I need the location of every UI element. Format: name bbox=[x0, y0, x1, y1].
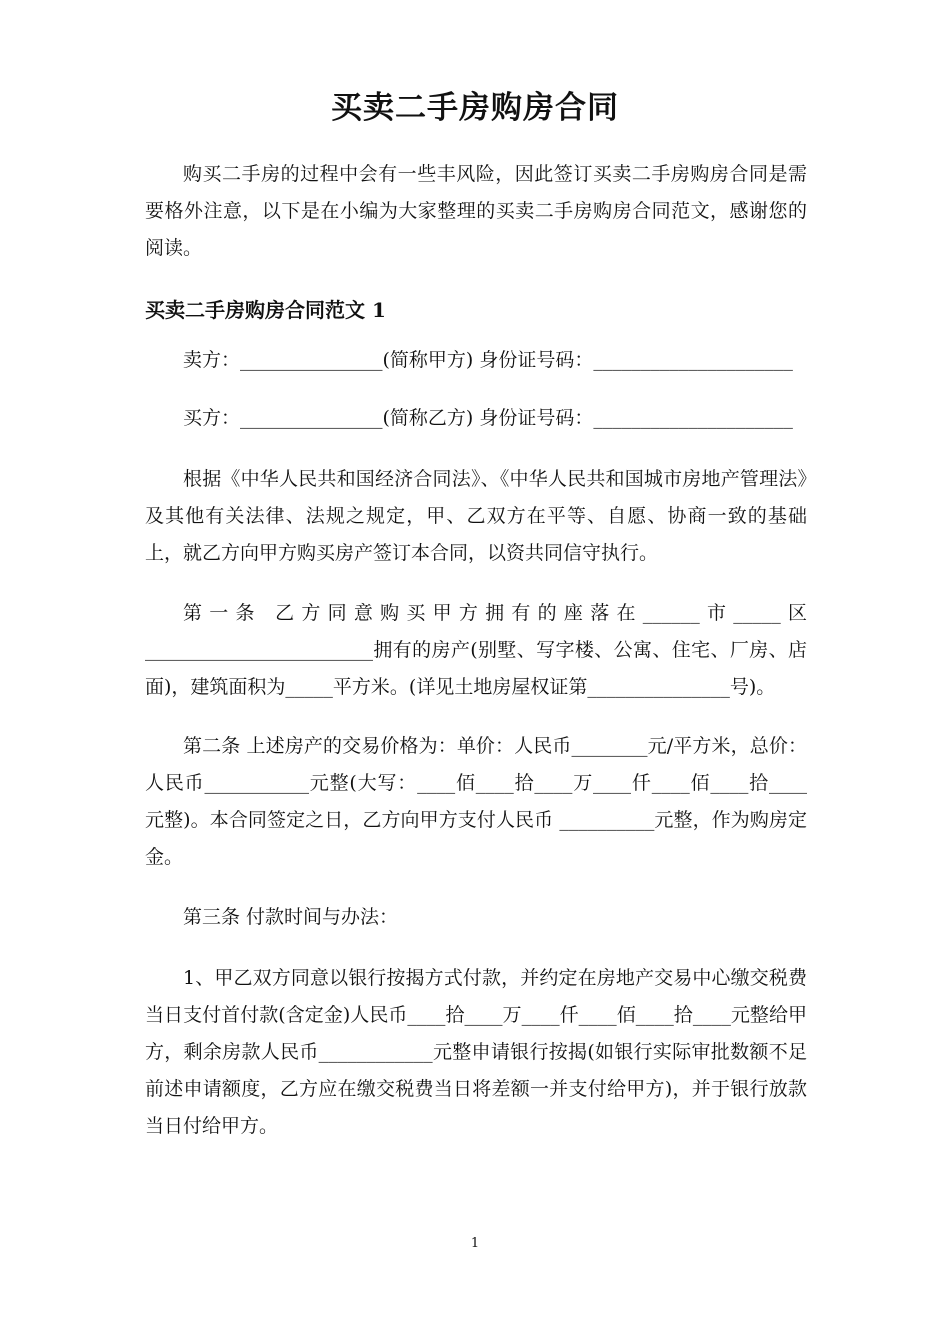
intro-paragraph: 购买二手房的过程中会有一些丰风险，因此签订买卖二手房购房合同是需要格外注意，以下是在小编为大家整理的买卖二手房购房合同范文，感谢您的阅读。 bbox=[145, 163, 807, 259]
seller-line: 卖方：_______________(简称甲方) 身份证号码：_____________________ bbox=[183, 349, 793, 371]
section-title: 买卖二手房购房合同范文 1 bbox=[145, 298, 386, 322]
article-1-paragraph: 第一条 乙方同意购买甲方拥有的座落在______市_____区________________________拥有的房产(别墅、写字楼、公寓、住宅、厂房、店面)，建筑面积为_____平方米。(详见土地房屋权证第_______________号)。 bbox=[145, 602, 807, 698]
basis-paragraph: 根据《中华人民共和国经济合同法》、《中华人民共和国城市房地产管理法》及其他有关法律、法规之规定，甲、乙双方在平等、自愿、协商一致的基础上，就乙方向甲方购买房产签订本合同，以资共同信守执行。 bbox=[145, 468, 807, 564]
clause-1-paragraph: 1、甲乙双方同意以银行按揭方式付款，并约定在房地产交易中心缴交税费当日支付首付款(含定金)人民币____拾____万____仟____佰____拾____元整给甲方，剩余房款人民币____________元整申请银行按揭(如银行实际审批数额不足前述申请额度，乙方应在缴交税费当日将差额一并支付给甲方)，并于银行放款当日付给甲方。 bbox=[145, 967, 807, 1137]
page-number: 1 bbox=[470, 1236, 480, 1251]
article-2-paragraph: 第二条 上述房产的交易价格为：单价：人民币________元/平方米，总价：人民币___________元整(大写：____佰____拾____万____仟____佰____拾____元整)。本合同签定之日，乙方向甲方支付人民币 __________元整，作为购房定金。 bbox=[145, 735, 807, 868]
article-3-heading: 第三条 付款时间与办法： bbox=[183, 906, 399, 928]
buyer-line: 买方：_______________(简称乙方) 身份证号码：_____________________ bbox=[183, 407, 793, 429]
document-title: 买卖二手房购房合同 bbox=[331, 90, 619, 126]
